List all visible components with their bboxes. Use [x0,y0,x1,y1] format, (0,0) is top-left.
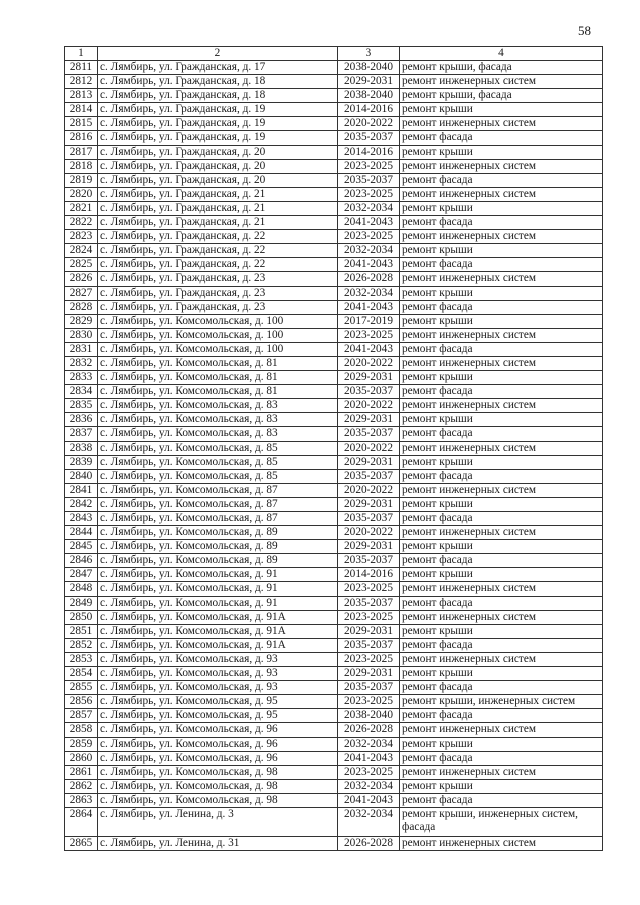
table-row [65,836,603,850]
table-row [65,469,603,483]
table-row [65,159,603,173]
table-row [65,103,603,117]
table-row [65,596,603,610]
address-cell: с. Лямбирь, ул. Комсомольская, д. 91 [98,596,338,610]
work-type-cell: ремонт инженерных систем [400,272,603,286]
work-type-cell: ремонт крыши, фасада [400,89,603,103]
row-number-cell: 2835 [65,399,98,413]
table-row [65,483,603,497]
repair-schedule-table [64,46,603,851]
address-cell: с. Лямбирь, ул. Комсомольская, д. 96 [98,751,338,765]
row-number-cell: 2822 [65,216,98,230]
row-number-cell: 2837 [65,427,98,441]
years-cell: 2023-2025 [338,652,400,666]
table-row [65,328,603,342]
address-cell: с. Лямбирь, ул. Комсомольская, д. 81 [98,371,338,385]
years-cell: 2032-2034 [338,807,400,836]
years-cell: 2032-2034 [338,286,400,300]
work-type-cell: ремонт фасада [400,131,603,145]
row-number-cell: 2862 [65,779,98,793]
row-number-cell: 2817 [65,145,98,159]
work-type-cell: ремонт крыши [400,286,603,300]
header-col-2: 2 [98,47,338,61]
row-number-cell: 2858 [65,723,98,737]
years-cell: 2023-2025 [338,610,400,624]
work-type-cell: ремонт крыши [400,103,603,117]
address-cell: с. Лямбирь, ул. Гражданская, д. 22 [98,244,338,258]
table-row [65,793,603,807]
work-type-cell: ремонт крыши, инженерных систем [400,695,603,709]
row-number-cell: 2811 [65,61,98,75]
row-number-cell: 2843 [65,512,98,526]
row-number-cell: 2842 [65,497,98,511]
years-cell: 2020-2022 [338,399,400,413]
table-row [65,568,603,582]
address-cell: с. Лямбирь, ул. Комсомольская, д. 83 [98,427,338,441]
work-type-cell: ремонт крыши [400,497,603,511]
years-cell: 2029-2031 [338,624,400,638]
address-cell: с. Лямбирь, ул. Гражданская, д. 18 [98,75,338,89]
table-row [65,695,603,709]
address-cell: с. Лямбирь, ул. Гражданская, д. 19 [98,131,338,145]
address-cell: с. Лямбирь, ул. Комсомольская, д. 85 [98,441,338,455]
row-number-cell: 2863 [65,793,98,807]
years-cell: 2032-2034 [338,244,400,258]
address-cell: с. Лямбирь, ул. Комсомольская, д. 93 [98,681,338,695]
address-cell: с. Лямбирь, ул. Комсомольская, д. 87 [98,483,338,497]
work-type-cell: ремонт крыши [400,568,603,582]
years-cell: 2041-2043 [338,751,400,765]
years-cell: 2026-2028 [338,836,400,850]
table-row [65,709,603,723]
work-type-cell: ремонт крыши [400,201,603,215]
years-cell: 2041-2043 [338,342,400,356]
table-row [65,765,603,779]
table-row [65,751,603,765]
table-row [65,356,603,370]
table-row [65,427,603,441]
table-row [65,779,603,793]
years-cell: 2035-2037 [338,385,400,399]
table-row [65,300,603,314]
row-number-cell: 2840 [65,469,98,483]
address-cell: с. Лямбирь, ул. Гражданская, д. 23 [98,286,338,300]
table-row [65,145,603,159]
work-type-cell: ремонт инженерных систем [400,836,603,850]
address-cell: с. Лямбирь, ул. Комсомольская, д. 81 [98,385,338,399]
years-cell: 2029-2031 [338,455,400,469]
row-number-cell: 2847 [65,568,98,582]
row-number-cell: 2857 [65,709,98,723]
row-number-cell: 2833 [65,371,98,385]
years-cell: 2023-2025 [338,159,400,173]
work-type-cell: ремонт фасада [400,596,603,610]
row-number-cell: 2834 [65,385,98,399]
table-row [65,230,603,244]
row-number-cell: 2861 [65,765,98,779]
table-row [65,512,603,526]
work-type-cell: ремонт крыши, инженерных систем, фасада [400,807,603,836]
work-type-cell: ремонт инженерных систем [400,75,603,89]
row-number-cell: 2814 [65,103,98,117]
table-row [65,314,603,328]
address-cell: с. Лямбирь, ул. Комсомольская, д. 89 [98,554,338,568]
work-type-cell: ремонт инженерных систем [400,399,603,413]
table-row [65,286,603,300]
table-row [65,173,603,187]
table-row [65,582,603,596]
address-cell: с. Лямбирь, ул. Комсомольская, д. 98 [98,793,338,807]
years-cell: 2038-2040 [338,89,400,103]
address-cell: с. Лямбирь, ул. Гражданская, д. 21 [98,216,338,230]
address-cell: с. Лямбирь, ул. Комсомольская, д. 87 [98,497,338,511]
years-cell: 2026-2028 [338,723,400,737]
address-cell: с. Лямбирь, ул. Гражданская, д. 18 [98,89,338,103]
row-number-cell: 2820 [65,187,98,201]
address-cell: с. Лямбирь, ул. Комсомольская, д. 89 [98,526,338,540]
years-cell: 2023-2025 [338,695,400,709]
address-cell: с. Лямбирь, ул. Комсомольская, д. 83 [98,399,338,413]
address-cell: с. Лямбирь, ул. Комсомольская, д. 93 [98,652,338,666]
years-cell: 2029-2031 [338,497,400,511]
row-number-cell: 2815 [65,117,98,131]
address-cell: с. Лямбирь, ул. Комсомольская, д. 91А [98,610,338,624]
row-number-cell: 2818 [65,159,98,173]
years-cell: 2032-2034 [338,737,400,751]
table-row [65,117,603,131]
work-type-cell: ремонт крыши [400,413,603,427]
years-cell: 2020-2022 [338,483,400,497]
table-row [65,61,603,75]
row-number-cell: 2813 [65,89,98,103]
work-type-cell: ремонт фасада [400,793,603,807]
table-row [65,187,603,201]
row-number-cell: 2839 [65,455,98,469]
work-type-cell: ремонт фасада [400,216,603,230]
table-row [65,554,603,568]
header-col-4: 4 [400,47,603,61]
years-cell: 2020-2022 [338,526,400,540]
work-type-cell: ремонт фасада [400,385,603,399]
row-number-cell: 2844 [65,526,98,540]
table-row [65,497,603,511]
page-number: 58 [578,23,591,38]
years-cell: 2035-2037 [338,512,400,526]
years-cell: 2035-2037 [338,554,400,568]
table-row [65,441,603,455]
work-type-cell: ремонт фасада [400,427,603,441]
work-type-cell: ремонт фасада [400,469,603,483]
address-cell: с. Лямбирь, ул. Гражданская, д. 22 [98,230,338,244]
work-type-cell: ремонт инженерных систем [400,765,603,779]
row-number-cell: 2829 [65,314,98,328]
table-row [65,652,603,666]
row-number-cell: 2854 [65,667,98,681]
work-type-cell: ремонт фасада [400,638,603,652]
row-number-cell: 2859 [65,737,98,751]
address-cell: с. Лямбирь, ул. Комсомольская, д. 95 [98,695,338,709]
work-type-cell: ремонт крыши [400,667,603,681]
work-type-cell: ремонт фасада [400,300,603,314]
row-number-cell: 2855 [65,681,98,695]
table-row [65,540,603,554]
header-col-1: 1 [65,47,98,61]
work-type-cell: ремонт инженерных систем [400,159,603,173]
table-row [65,216,603,230]
years-cell: 2029-2031 [338,371,400,385]
work-type-cell: ремонт инженерных систем [400,526,603,540]
table-row [65,399,603,413]
work-type-cell: ремонт инженерных систем [400,723,603,737]
address-cell: с. Лямбирь, ул. Гражданская, д. 22 [98,258,338,272]
address-cell: с. Лямбирь, ул. Комсомольская, д. 85 [98,469,338,483]
work-type-cell: ремонт инженерных систем [400,483,603,497]
address-cell: с. Лямбирь, ул. Комсомольская, д. 98 [98,779,338,793]
work-type-cell: ремонт фасада [400,258,603,272]
address-cell: с. Лямбирь, ул. Комсомольская, д. 87 [98,512,338,526]
address-cell: с. Лямбирь, ул. Комсомольская, д. 91 [98,568,338,582]
years-cell: 2035-2037 [338,638,400,652]
row-number-cell: 2853 [65,652,98,666]
row-number-cell: 2821 [65,201,98,215]
row-number-cell: 2816 [65,131,98,145]
years-cell: 2026-2028 [338,272,400,286]
work-type-cell: ремонт инженерных систем [400,117,603,131]
row-number-cell: 2865 [65,836,98,850]
years-cell: 2014-2016 [338,568,400,582]
table-row [65,385,603,399]
years-cell: 2038-2040 [338,61,400,75]
header-col-3: 3 [338,47,400,61]
row-number-cell: 2846 [65,554,98,568]
row-number-cell: 2850 [65,610,98,624]
row-number-cell: 2830 [65,328,98,342]
table-row [65,201,603,215]
table-row [65,342,603,356]
row-number-cell: 2825 [65,258,98,272]
years-cell: 2029-2031 [338,667,400,681]
table-header-row [65,47,603,61]
work-type-cell: ремонт фасада [400,751,603,765]
years-cell: 2035-2037 [338,596,400,610]
address-cell: с. Лямбирь, ул. Комсомольская, д. 91А [98,638,338,652]
row-number-cell: 2836 [65,413,98,427]
work-type-cell: ремонт крыши [400,779,603,793]
table-row [65,413,603,427]
table-row [65,638,603,652]
years-cell: 2035-2037 [338,681,400,695]
years-cell: 2023-2025 [338,765,400,779]
work-type-cell: ремонт инженерных систем [400,230,603,244]
row-number-cell: 2823 [65,230,98,244]
address-cell: с. Лямбирь, ул. Гражданская, д. 23 [98,300,338,314]
work-type-cell: ремонт крыши [400,244,603,258]
work-type-cell: ремонт инженерных систем [400,187,603,201]
address-cell: с. Лямбирь, ул. Ленина, д. 3 [98,807,338,836]
work-type-cell: ремонт крыши, фасада [400,61,603,75]
table-row [65,737,603,751]
years-cell: 2020-2022 [338,441,400,455]
work-type-cell: ремонт инженерных систем [400,356,603,370]
table-row [65,526,603,540]
years-cell: 2023-2025 [338,582,400,596]
address-cell: с. Лямбирь, ул. Гражданская, д. 20 [98,145,338,159]
work-type-cell: ремонт крыши [400,314,603,328]
address-cell: с. Лямбирь, ул. Комсомольская, д. 96 [98,723,338,737]
table-row [65,131,603,145]
address-cell: с. Лямбирь, ул. Гражданская, д. 23 [98,272,338,286]
work-type-cell: ремонт фасада [400,342,603,356]
row-number-cell: 2845 [65,540,98,554]
address-cell: с. Лямбирь, ул. Комсомольская, д. 98 [98,765,338,779]
address-cell: с. Лямбирь, ул. Ленина, д. 31 [98,836,338,850]
years-cell: 2041-2043 [338,258,400,272]
address-cell: с. Лямбирь, ул. Гражданская, д. 21 [98,201,338,215]
work-type-cell: ремонт крыши [400,624,603,638]
row-number-cell: 2851 [65,624,98,638]
row-number-cell: 2841 [65,483,98,497]
years-cell: 2035-2037 [338,173,400,187]
address-cell: с. Лямбирь, ул. Комсомольская, д. 95 [98,709,338,723]
years-cell: 2032-2034 [338,201,400,215]
address-cell: с. Лямбирь, ул. Комсомольская, д. 81 [98,356,338,370]
address-cell: с. Лямбирь, ул. Комсомольская, д. 89 [98,540,338,554]
years-cell: 2032-2034 [338,779,400,793]
row-number-cell: 2864 [65,807,98,836]
work-type-cell: ремонт инженерных систем [400,441,603,455]
work-type-cell: ремонт инженерных систем [400,582,603,596]
row-number-cell: 2827 [65,286,98,300]
table-row [65,610,603,624]
address-cell: с. Лямбирь, ул. Комсомольская, д. 93 [98,667,338,681]
years-cell: 2035-2037 [338,131,400,145]
row-number-cell: 2860 [65,751,98,765]
years-cell: 2017-2019 [338,314,400,328]
address-cell: с. Лямбирь, ул. Комсомольская, д. 100 [98,342,338,356]
years-cell: 2029-2031 [338,413,400,427]
row-number-cell: 2848 [65,582,98,596]
work-type-cell: ремонт фасада [400,681,603,695]
years-cell: 2020-2022 [338,356,400,370]
address-cell: с. Лямбирь, ул. Комсомольская, д. 91 [98,582,338,596]
years-cell: 2023-2025 [338,187,400,201]
work-type-cell: ремонт крыши [400,371,603,385]
table-row [65,258,603,272]
years-cell: 2035-2037 [338,427,400,441]
work-type-cell: ремонт инженерных систем [400,328,603,342]
table-row [65,681,603,695]
address-cell: с. Лямбирь, ул. Комсомольская, д. 100 [98,328,338,342]
row-number-cell: 2856 [65,695,98,709]
work-type-cell: ремонт фасада [400,512,603,526]
table-row [65,455,603,469]
years-cell: 2029-2031 [338,540,400,554]
work-type-cell: ремонт фасада [400,709,603,723]
years-cell: 2020-2022 [338,117,400,131]
address-cell: с. Лямбирь, ул. Комсомольская, д. 83 [98,413,338,427]
years-cell: 2014-2016 [338,145,400,159]
years-cell: 2041-2043 [338,216,400,230]
address-cell: с. Лямбирь, ул. Гражданская, д. 21 [98,187,338,201]
years-cell: 2038-2040 [338,709,400,723]
address-cell: с. Лямбирь, ул. Комсомольская, д. 85 [98,455,338,469]
address-cell: с. Лямбирь, ул. Гражданская, д. 19 [98,103,338,117]
work-type-cell: ремонт инженерных систем [400,652,603,666]
work-type-cell: ремонт крыши [400,455,603,469]
work-type-cell: ремонт крыши [400,145,603,159]
address-cell: с. Лямбирь, ул. Гражданская, д. 20 [98,173,338,187]
work-type-cell: ремонт крыши [400,540,603,554]
row-number-cell: 2828 [65,300,98,314]
years-cell: 2029-2031 [338,75,400,89]
table-row [65,244,603,258]
years-cell: 2023-2025 [338,328,400,342]
work-type-cell: ремонт крыши [400,737,603,751]
table-row [65,371,603,385]
work-type-cell: ремонт инженерных систем [400,610,603,624]
table-row [65,89,603,103]
row-number-cell: 2852 [65,638,98,652]
address-cell: с. Лямбирь, ул. Гражданская, д. 20 [98,159,338,173]
row-number-cell: 2838 [65,441,98,455]
work-type-cell: ремонт фасада [400,173,603,187]
table-row [65,272,603,286]
years-cell: 2041-2043 [338,793,400,807]
years-cell: 2041-2043 [338,300,400,314]
work-type-cell: ремонт фасада [400,554,603,568]
address-cell: с. Лямбирь, ул. Гражданская, д. 17 [98,61,338,75]
table-row [65,667,603,681]
row-number-cell: 2812 [65,75,98,89]
address-cell: с. Лямбирь, ул. Комсомольская, д. 100 [98,314,338,328]
years-cell: 2023-2025 [338,230,400,244]
address-cell: с. Лямбирь, ул. Комсомольская, д. 91А [98,624,338,638]
row-number-cell: 2824 [65,244,98,258]
row-number-cell: 2826 [65,272,98,286]
row-number-cell: 2832 [65,356,98,370]
table-row [65,723,603,737]
years-cell: 2014-2016 [338,103,400,117]
row-number-cell: 2819 [65,173,98,187]
row-number-cell: 2849 [65,596,98,610]
years-cell: 2035-2037 [338,469,400,483]
table-row [65,807,603,836]
address-cell: с. Лямбирь, ул. Гражданская, д. 19 [98,117,338,131]
table-row [65,75,603,89]
row-number-cell: 2831 [65,342,98,356]
address-cell: с. Лямбирь, ул. Комсомольская, д. 96 [98,737,338,751]
table-row [65,624,603,638]
table-body [65,61,603,851]
